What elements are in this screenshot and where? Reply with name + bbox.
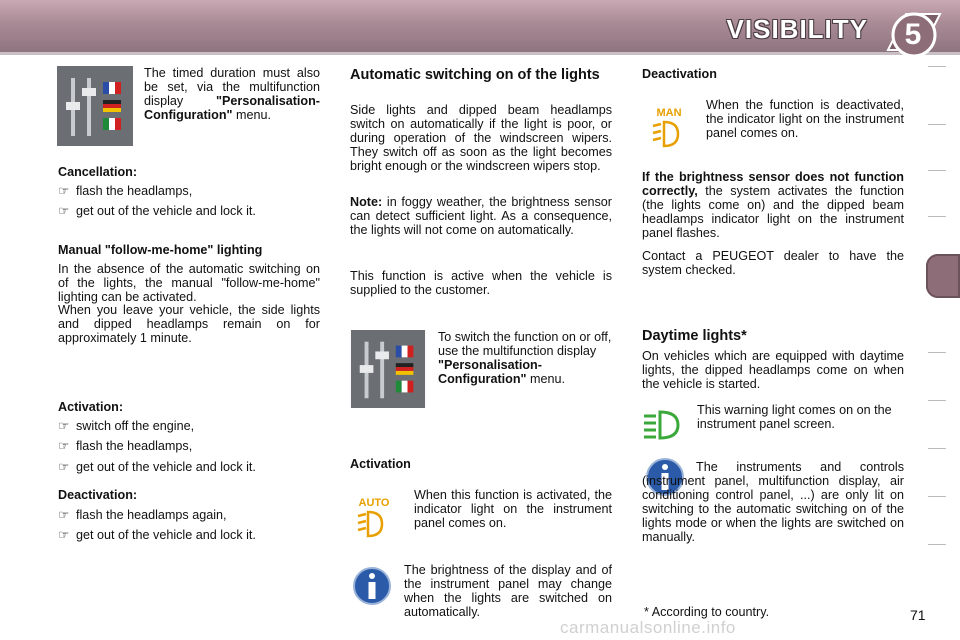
chapter-tab-active[interactable] [926,254,960,298]
deactivation-item: ☞ flash the headlamps again, [58,508,227,522]
daytime-title: Daytime lights* [642,328,747,344]
cancellation-title: Cancellation: [58,165,138,179]
svg-text:AUTO: AUTO [358,497,390,509]
auto-headlamp-icon [354,494,394,540]
chapter-number: 5 [904,18,922,51]
manual-paragraph-2: When you leave your vehicle, the side lights and dipped headlamps remain on for approximately 1 minute. [58,303,320,345]
header-shadow [0,52,960,55]
cancellation-item: ☞ get out of the vehicle and lock it. [58,204,256,218]
intro-text: The timed duration must also be set, via the multifunction display "Personalisation-Configuration" menu. [144,66,320,122]
hand-pointer-icon: ☞ [58,184,70,198]
hand-pointer-icon: ☞ [58,528,70,542]
deactivation-item: ☞ get out of the vehicle and lock it. [58,528,256,542]
chapter-title: VISIBILITY [726,14,868,44]
chapter-tab-strip [928,66,946,576]
page-number: 71 [910,607,926,623]
man-headlamp-icon [648,104,690,152]
warning-light-text: This warning light comes on on the instrument panel screen. [697,403,892,431]
svg-text:MAN: MAN [656,107,682,119]
note-paragraph: Note: in foggy weather, the brightness sensor can detect sufficient light. As a consequence, the lights will not come on automatically. [350,195,613,237]
footnote: * According to country. [644,605,770,619]
daytime-paragraph: On vehicles which are equipped with daytime lights, the dipped headlamps come on when the vehicle is started. [642,349,904,391]
auto-lights-title: Automatic switching on of the lights [350,67,600,83]
manual-paragraph-1: In the absence of the automatic switching on of the lights, the manual "follow-me-home" lighting can be activated. [58,262,320,304]
brightness-info-text: The brightness of the display and of the instrument panel may change when the lights are switched on automatically. [404,563,612,619]
deactivation-title: Deactivation: [58,488,138,502]
activation-item: ☞ flash the headlamps, [58,439,193,453]
deactivation-text: When the function is deactivated, the indicator light on the instrument panel comes on. [706,98,904,140]
hand-pointer-icon: ☞ [58,204,70,218]
hand-pointer-icon: ☞ [58,460,70,474]
activation-item: ☞ switch off the engine, [58,419,195,433]
settings-sliders-icon [57,66,133,146]
hand-pointer-icon: ☞ [58,439,70,453]
info-icon [352,565,392,607]
cancellation-item: ☞ flash the headlamps, [58,184,193,198]
deactivation-heading: Deactivation [642,67,717,81]
hand-pointer-icon: ☞ [58,419,70,433]
activation-heading: Activation [350,457,411,471]
activation-text: When this function is activated, the indicator light on the instrument panel comes on. [414,488,612,530]
hand-pointer-icon: ☞ [58,508,70,522]
activation-item: ☞ get out of the vehicle and lock it. [58,460,256,474]
switch-text: To switch the function on or off, use the multifunction display "Personalisation-Configuration" menu. [438,330,612,386]
manual-title: Manual "follow-me-home" lighting [58,243,263,257]
settings-sliders-icon [349,330,427,408]
instruments-info-text: The instruments and controls (instrument panel, multifunction display, air conditioning control panel, ...) are only lit on switching to the automatic switching on of the lights mode or when the lights are switched on manually. [642,460,904,544]
auto-lights-paragraph: Side lights and dipped beam headlamps switch on automatically if the light is poor, or during operation of the windscreen wipers. They switch off as soon as the light becomes bright enough or the windscreen wipers stop. [350,103,612,173]
daytime-lights-icon [640,408,688,442]
contact-paragraph: Contact a PEUGEOT dealer to have the system checked. [642,249,904,277]
active-paragraph: This function is active when the vehicle is supplied to the customer. [350,269,612,297]
watermark: carmanualsonline.info [560,618,736,637]
activation-title: Activation: [58,400,124,414]
sensor-paragraph: If the brightness sensor does not function correctly, the system activates the function (the lights come on) and the dipped beam headlamps indicator light on the instrument panel flashes. [642,170,905,240]
